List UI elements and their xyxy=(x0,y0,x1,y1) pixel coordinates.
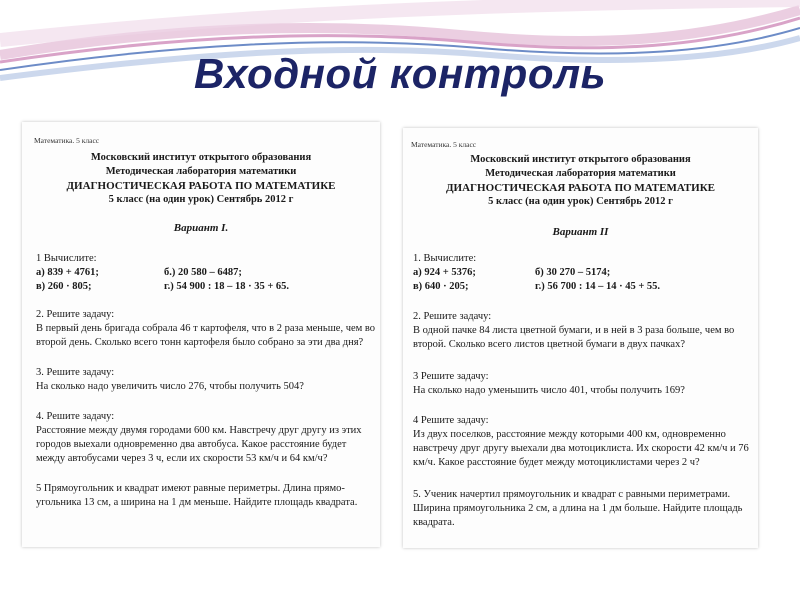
doc-title: ДИАГНОСТИЧЕСКАЯ РАБОТА ПО МАТЕМАТИКЕ xyxy=(66,180,336,192)
variant-label: Вариант I. xyxy=(173,222,229,234)
task-1-b: б) 30 270 – 5174; xyxy=(535,267,611,278)
variant-label: Вариант II xyxy=(552,226,609,238)
task-2-line-2: второй. Сколько всего листов цветной бумаги в двух пачках? xyxy=(413,339,686,350)
worksheet-variant-2 xyxy=(403,128,758,548)
class-line: 5 класс (на один урок) Сентябрь 2012 г xyxy=(108,194,294,205)
lab-name: Методическая лаборатория математики xyxy=(105,166,297,177)
subject-label: Математика. 5 класс xyxy=(411,140,477,149)
task-2-line-1: В одной пачке 84 листа цветной бумаги, и в ней в 3 раза больше, чем во xyxy=(413,325,735,336)
task-4-title: 4 Решите задачу: xyxy=(413,415,489,426)
task-4-line-3: км/ч. Какое расстояние будет между мотоциклистами через 2 ч? xyxy=(413,457,700,468)
task-1-b: б.) 20 580 – 6487; xyxy=(164,267,242,278)
doc-title: ДИАГНОСТИЧЕСКАЯ РАБОТА ПО МАТЕМАТИКЕ xyxy=(445,182,716,194)
task-1-a: а) 839 + 4761; xyxy=(36,267,99,278)
task-4-line-2: городов выехали одновременно два автобуса. Какое расстояние будет xyxy=(36,439,347,450)
org-name: Московский институт открытого образования xyxy=(90,152,312,163)
task-2-line-2: второй день. Сколько всего тонн картофеля было собрано за эти два дня? xyxy=(36,337,364,348)
org-name: Московский институт открытого образования xyxy=(470,154,691,165)
task-1-g: г.) 54 900 : 18 – 18 · 35 + 65. xyxy=(164,281,290,292)
task-3-line-1: На сколько надо увеличить число 276, чтобы получить 504? xyxy=(36,381,304,392)
task-5-line-1: 5. Ученик начертил прямоугольник и квадрат с равными периметрами. xyxy=(413,489,731,500)
task-4-title: 4. Решите задачу: xyxy=(36,411,115,422)
task-5-line-3: квадрата. xyxy=(413,517,455,528)
task-1-g: г.) 56 700 : 14 – 14 · 45 + 55. xyxy=(535,281,661,292)
task-3-line-1: На сколько надо уменьшить число 401, чтобы получить 169? xyxy=(413,385,685,396)
task-3-title: 3 Решите задачу: xyxy=(413,371,489,382)
subject-label: Математика. 5 класс xyxy=(34,136,100,145)
task-1-a: а) 924 + 5376; xyxy=(413,267,476,278)
task-1-v: в) 260 · 805; xyxy=(36,281,92,292)
task-1-title: 1 Вычислите: xyxy=(36,253,97,264)
worksheet-variant-1 xyxy=(22,122,380,547)
task-5-line-2: угольника 13 см, а ширина на 1 дм меньше. Найдите площадь квадрата. xyxy=(36,497,358,508)
task-1-v: в) 640 · 205; xyxy=(413,281,469,292)
task-4-line-3: между автобусами через 3 ч, если их скорости 53 км/ч и 64 км/ч? xyxy=(36,453,328,464)
task-4-line-2: навстречу друг другу выехали два мотоциклиста. Их скорости 42 км/ч и 76 xyxy=(413,443,749,454)
task-1-title: 1. Вычислите: xyxy=(413,253,477,264)
task-2-title: 2. Решите задачу: xyxy=(413,311,492,322)
task-5-line-1: 5 Прямоугольник и квадрат имеют равные периметры. Длина прямо- xyxy=(36,483,345,494)
task-4-line-1: Расстояние между двумя городами 600 км. Навстречу друг другу из этих xyxy=(36,425,362,436)
class-line: 5 класс (на один урок) Сентябрь 2012 г xyxy=(488,196,673,207)
slide-title: Входной контроль xyxy=(193,50,607,97)
task-2-line-1: В первый день бригада собрала 46 т картофеля, что в 2 раза меньше, чем во xyxy=(36,323,376,334)
task-2-title: 2. Решите задачу: xyxy=(36,309,115,320)
task-3-title: 3. Решите задачу: xyxy=(36,367,115,378)
task-4-line-1: Из двух поселков, расстояние между которыми 400 км, одновременно xyxy=(413,429,726,440)
lab-name: Методическая лаборатория математики xyxy=(485,168,676,179)
task-5-line-2: Ширина прямоугольника 2 см, а длина на 1 дм больше. Найдите площадь xyxy=(413,503,743,514)
